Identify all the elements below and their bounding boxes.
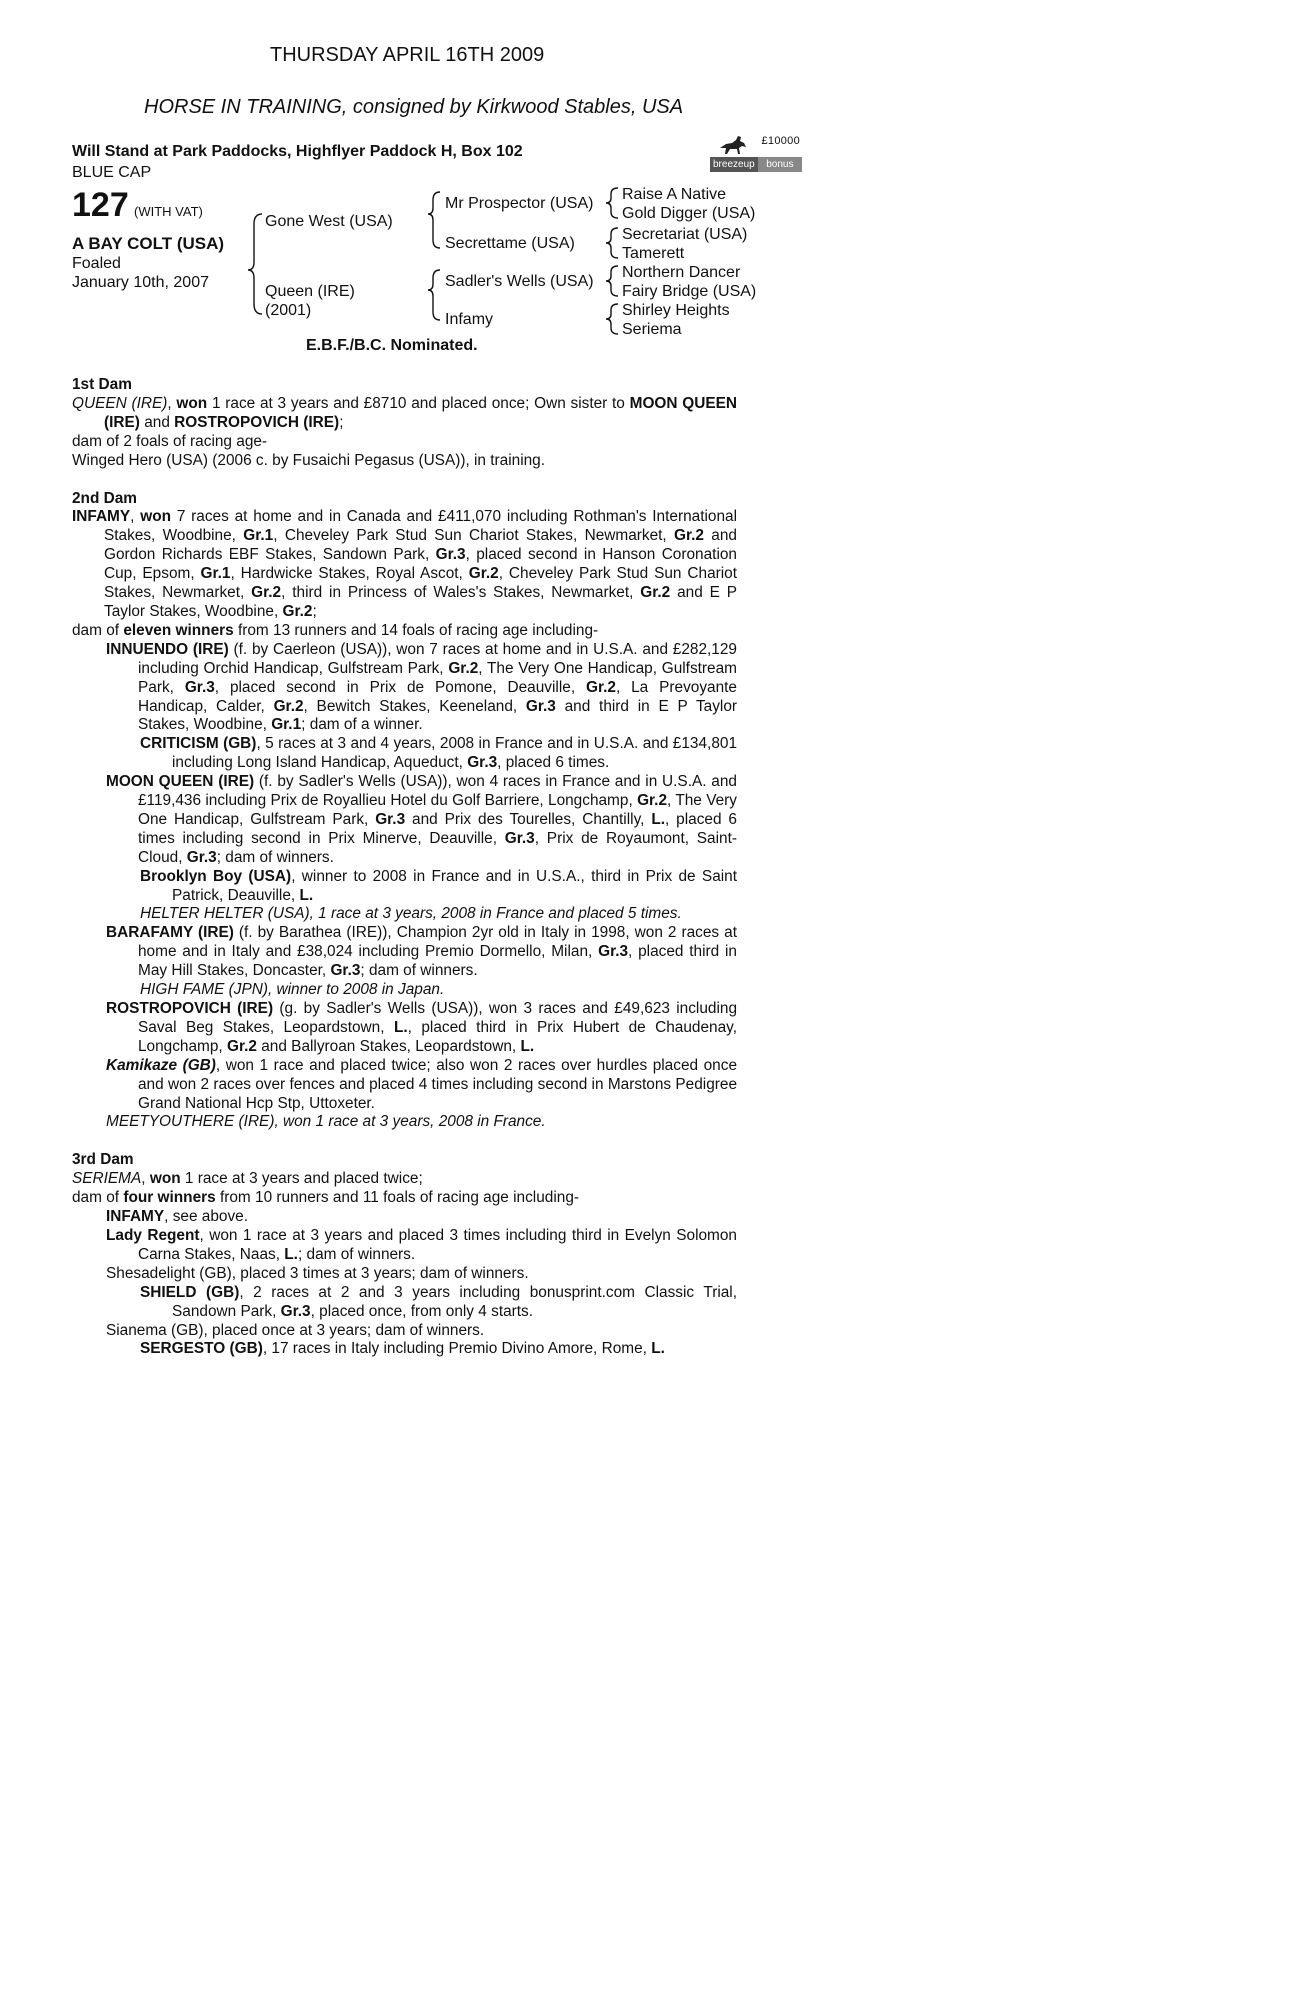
cap-colour: BLUE CAP: [72, 164, 152, 181]
third-dam-produce: dam of four winners from 10 runners and 11 foals of racing age including-: [72, 1189, 580, 1207]
pedigree-gen3-5: Northern Dancer: [622, 264, 741, 281]
lot-description: A BAY COLT (USA): [72, 234, 225, 253]
pedigree-dam-sire: Sadler's Wells (USA): [445, 273, 594, 290]
second-dam-produce: dam of eleven winners from 13 runners and 14 foals of racing age including-: [72, 621, 599, 639]
pedigree-gen3-3: Secretariat (USA): [622, 226, 748, 243]
kamikaze-record: Kamikaze (GB), won 1 race and placed twice; also won 2 races over hurdles placed once and won 2 races over fences and placed 4 times including second in Marstons Pedigree Grand National Hcp Stp, Uttoxeter.: [106, 1056, 737, 1112]
sianema-record: Sianema (GB), placed once at 3 years; dam of winners.: [106, 1321, 485, 1339]
brooklyn-boy-record: Brooklyn Boy (USA), winner to 2008 in France and in U.S.A., third in Prix de Saint Patrick, Deauville, L.: [140, 867, 738, 904]
pedigree-dam: Queen (IRE): [265, 283, 355, 300]
shield-record: SHIELD (GB), 2 races at 2 and 3 years including bonusprint.com Classic Trial, Sandown Park, Gr.3, placed once, from only 4 starts.: [140, 1283, 737, 1320]
first-dam-produce: dam of 2 foals of racing age-: [72, 432, 268, 450]
stand-location: Will Stand at Park Paddocks, Highflyer Paddock H, Box 102: [72, 143, 523, 160]
infamy-ref: INFAMY, see above.: [106, 1208, 249, 1226]
pedigree-sire: Gone West (USA): [265, 213, 393, 230]
pedigree-sire-sire: Mr Prospector (USA): [445, 195, 594, 212]
consignment-line: HORSE IN TRAINING, consigned by Kirkwood Stables, USA: [144, 96, 684, 118]
moon-queen-record: MOON QUEEN (IRE) (f. by Sadler's Wells (USA)), won 4 races in France and in U.S.A. and £119,436 including Prix de Royallieu Hotel du Golf Barriere, Longchamp, Gr.2, The Very One Handicap, Gulfstream Park, Gr.3 and Prix des Tourelles, Chantilly, L., placed 6 times including second in Prix Minerve, Deauville, Gr.3, Prix de Royaumont, Saint-Cloud, Gr.3; dam of winners.: [106, 773, 737, 866]
rostropovich-record: ROSTROPOVICH (IRE) (g. by Sadler's Wells (USA)), won 3 races and £49,623 including Saval Beg Stakes, Leopardstown, L., placed third in Prix Hubert de Chaudenay, Longchamp, Gr.2 and Ballyroan Stakes, Leopardstown, L.: [106, 1000, 737, 1055]
badge-amount: £10000: [761, 135, 800, 147]
lot-number: 127: [72, 186, 129, 224]
vat-note: (WITH VAT): [134, 204, 203, 219]
seriema-record: SERIEMA, won 1 race at 3 years and placed twice;: [72, 1170, 423, 1188]
foaled-label: Foaled: [72, 255, 121, 272]
pedigree-gen3-8: Seriema: [622, 321, 682, 338]
badge-right-text: bonus: [758, 157, 802, 172]
pedigree-gen3-6: Fairy Bridge (USA): [622, 283, 757, 300]
pedigree-sire-dam: Secrettame (USA): [445, 235, 575, 252]
pedigree-gen3-1: Raise A Native: [622, 186, 727, 203]
third-dam-heading: 3rd Dam: [72, 1151, 134, 1169]
sale-date: THURSDAY APRIL 16TH 2009: [270, 44, 545, 66]
barafamy-record: BARAFAMY (IRE) (f. by Barathea (IRE)), Champion 2yr old in Italy in 1998, won 2 races at home and in Italy and £38,024 including Premio Dormello, Milan, Gr.3, placed third in May Hill Stakes, Doncaster, Gr.3; dam of winners.: [106, 924, 737, 980]
meetyouthere-record: MEETYOUTHERE (IRE), won 1 race at 3 years, 2008 in France.: [106, 1113, 546, 1131]
pedigree-dam-dam: Infamy: [445, 311, 494, 328]
nomination-note: E.B.F./B.C. Nominated.: [306, 337, 478, 354]
first-dam-foal: Winged Hero (USA) (2006 c. by Fusaichi Pegasus (USA)), in training.: [72, 451, 546, 469]
infamy-record: INFAMY, won 7 races at home and in Canada and £411,070 including Rothman's International Stakes, Woodbine, Gr.1, Cheveley Park Stud Sun Chariot Stakes, Newmarket, Gr.2 and Gordon Richards EBF Stakes, Sandown Park, Gr.3, placed second in Hanson Coronation Cup, Epsom, Gr.1, Hardwicke Stakes, Royal Ascot, Gr.2, Cheveley Park Stud Sun Chariot Stakes, Newmarket, Gr.2, third in Princess of Wales's Stakes, Newmarket, Gr.2 and E P Taylor Stakes, Woodbine, Gr.2;: [72, 508, 738, 620]
helter-helter-record: HELTER HELTER (USA), 1 race at 3 years, 2008 in France and placed 5 times.: [140, 905, 682, 923]
sergesto-record: SERGESTO (GB), 17 races in Italy including Premio Divino Amore, Rome, L.: [140, 1340, 665, 1358]
badge-left-text: breezeup: [713, 159, 755, 170]
first-dam-heading: 1st Dam: [72, 376, 132, 393]
innuendo-record: INNUENDO (IRE) (f. by Caerleon (USA)), won 7 races at home and in U.S.A. and £282,129 including Orchid Handicap, Gulfstream Park, Gr.2, The Very One Handicap, Gulfstream Park, Gr.3, placed second in Prix de Pomone, Deauville, Gr.2, La Prevoyante Handicap, Calder, Gr.2, Bewitch Stakes, Keeneland, Gr.3 and third in E P Taylor Stakes, Woodbine, Gr.1; dam of a winner.: [106, 640, 738, 734]
pedigree-gen3-7: Shirley Heights: [622, 302, 730, 319]
foaled-date: January 10th, 2007: [72, 274, 209, 291]
catalogue-body: [72, 376, 737, 1359]
first-dam-record: QUEEN (IRE), won 1 race at 3 years and £8710 and placed once; Own sister to MOON QUEEN (IRE) and ROSTROPOVICH (IRE);: [72, 394, 737, 431]
pedigree-dam-year: (2001): [265, 302, 312, 319]
pedigree-gen3-4: Tamerett: [622, 245, 685, 262]
criticism-record: CRITICISM (GB), 5 races at 3 and 4 years, 2008 in France and in U.S.A. and £134,801 including Long Island Handicap, Aqueduct, Gr.3, placed 6 times.: [140, 735, 737, 772]
pedigree-gen3-2: Gold Digger (USA): [622, 205, 756, 222]
shesadelight-record: Shesadelight (GB), placed 3 times at 3 years; dam of winners.: [106, 1264, 529, 1282]
second-dam-heading: 2nd Dam: [72, 489, 137, 507]
lady-regent-record: Lady Regent, won 1 race at 3 years and placed 3 times including third in Evelyn Solomon Carna Stakes, Naas, L.; dam of winners.: [106, 1226, 737, 1263]
high-fame-record: HIGH FAME (JPN), winner to 2008 in Japan.: [140, 981, 445, 999]
